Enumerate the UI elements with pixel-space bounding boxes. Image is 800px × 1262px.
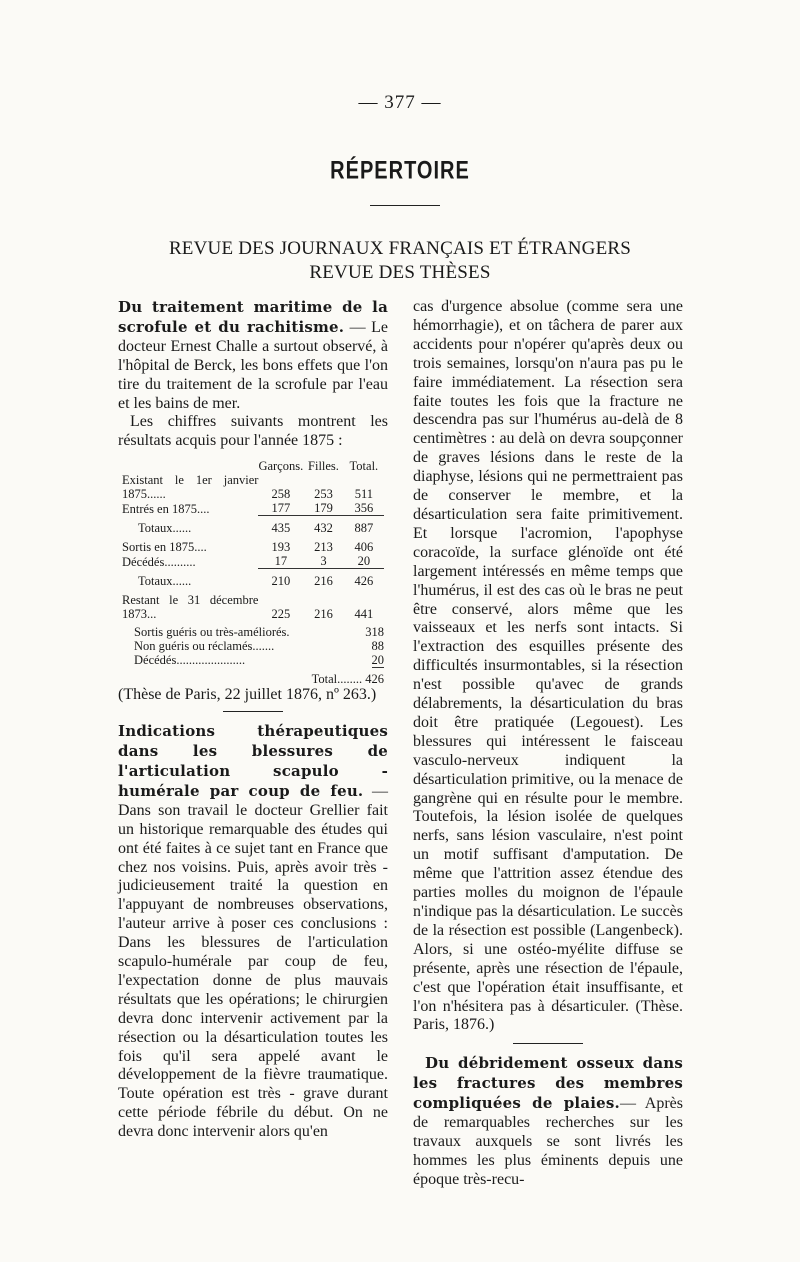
section-title: RÉPERTOIRE [330, 157, 470, 185]
cell: 210 [271, 574, 291, 589]
cell: 179 [303, 501, 344, 516]
article-1-citation: (Thèse de Paris, 22 juillet 1876, nº 263.) [118, 686, 377, 704]
cell: 225 [271, 607, 291, 622]
statistics-table [122, 459, 384, 621]
row-label: Entrés en 1875.... [122, 501, 210, 516]
article-2-body-right: cas d'urgence absolue (comme sera une hémorrhagie), et on tâchera de parer aux accidents pour n'opérer qu'après deux ou trois semaines, lorsqu'on n'aura pas pu le faire immédiatement. La résection sera faite toutes les fois que la fracture ne descendra pas sur l'humérus au-delà de 8 centimètres : au delà on devra soupçonner de graves lésions dans le reste de la diaphyse, lésions qui ne permettraient pas de conserver le membre, et la désarticulation sera faite primitivement. Et lorsque l'acromion, l'apophyse coracoïde, la surface glénoïde ont été largement intéressés en même temps que l'humérus, il est des cas où le bras ne peut être conservé, alors même que les vaisseaux et les nerfs sont intacts. Si l'extraction des esquilles présente des difficultés insurmontables, si la résection n'est possible qu'avec de grands délabrements, la désarticulation du bras doit être pratiquée (Legouest). Les blessures qui intéressent le faisceau vasculo-nerveux indiquent la désarticulation primitive, ou la menace de gangrène qui en résulte pour le membre. Toutefois, la lésion isolée de quelques nerfs, sans lésion vasculaire, n'est point un motif suffisant d'amputation. De même que l'attrition assez étendue des parties molles du moignon de l'épaule n'indique pas la désarticulation. Le succès de la résection est possible (Langenbeck). Alors, si une ostéo-myélite diffuse se présente, après une résection de l'épaule, c'est que l'opération était insuffisante, et l'on n'hésitera pas à désarticuler. (Thèse. Paris, 1876.) [413, 298, 683, 1034]
row-label: Sortis en 1875.... [122, 540, 207, 555]
column-header: Total. [349, 459, 379, 474]
summary-label: Sortis guéris ou très-améliorés. [134, 625, 290, 640]
cell: 432 [314, 521, 333, 536]
cell: 193 [271, 540, 291, 555]
cell: 3 [303, 554, 344, 569]
column-header: Garçons. [258, 459, 304, 474]
row-label: Totaux...... [138, 521, 192, 536]
summary-value: 88 [371, 639, 384, 654]
cell: 887 [354, 521, 374, 536]
page-subheading: REVUE DES THÈSES [309, 262, 491, 283]
left-column [118, 298, 388, 1142]
article-3-title: Du débridement osseux dans les fractures des membres compliquées de plaies. [413, 1054, 683, 1113]
summary-row [134, 653, 384, 668]
page-number: — 377 — [358, 92, 442, 113]
cell: 17 [258, 554, 303, 569]
cell: 177 [258, 501, 303, 516]
row-label: Restant le 31 décembre 1873... [122, 593, 259, 622]
cell: 216 [314, 607, 333, 622]
total-value: 426 [365, 672, 384, 687]
summary-value: 20 [371, 653, 384, 668]
article-1-title: Du traitement maritime de la scrofule et du rachitisme. [118, 298, 388, 336]
summary-row [134, 639, 384, 653]
summary-value: 318 [365, 625, 384, 640]
total-row [118, 672, 384, 686]
cell: 426 [354, 574, 374, 589]
article-1-para-2: Les chiffres suivants montrent les résultats acquis pour l'année 1875 : [118, 413, 388, 450]
cell: 406 [354, 540, 374, 555]
summary-label: Non guéris ou réclamés....... [134, 639, 275, 654]
row-label: Totaux...... [138, 574, 192, 589]
article-2-title: Indications thérapeutiques dans les blessures de l'articulation scapulo - humérale par coup de feu. [118, 722, 388, 800]
divider [513, 1043, 583, 1044]
cell: 216 [314, 574, 333, 589]
page-heading: REVUE DES JOURNAUX FRANÇAIS ET ÉTRANGERS [168, 238, 632, 259]
cell: 441 [354, 607, 374, 622]
row-label: Existant le 1er janvier 1875...... [122, 473, 259, 502]
cell: 435 [271, 521, 291, 536]
row-label: Décédés.......... [122, 554, 196, 569]
summary-label: Décédés...................... [134, 653, 246, 668]
divider [223, 711, 283, 712]
cell: 20 [344, 554, 384, 569]
article-2 [118, 722, 388, 1142]
article-3 [413, 1054, 683, 1189]
article-3-body: — Après de remarquables recherches sur les travaux auxquels se sont livrés les hommes les plus éminents depuis une époque très-recu- [413, 1095, 683, 1188]
cell: 213 [314, 540, 333, 555]
column-header: Filles. [308, 459, 339, 474]
article-2-body-left: — Dans son travail le docteur Grellier fait un historique remarquable des études qui ont été faites à ce sujet tant en France que chez nos voisins. Puis, après avoir très - judicieusement traité la question en l'appuyant de nombreuses observations, l'auteur arrive à poser ces conclusions : Dans les blessures de l'articulation scapulo-humérale par coup de feu, l'expectation donne de plus mauvais résultats que les opérations; le chirurgien devra donc intervenir activement par la résection ou la désarticulation toutes les fois qu'il sera appelé avant le développement de la fièvre traumatique. Toute opération est très - grave durant cette période fébrile du début. On ne devra donc intervenir alors qu'en [118, 782, 389, 1141]
article-1-para-1: — Le docteur Ernest Challe a surtout observé, à l'hôpital de Berck, les bons effets que l'on tire du traitement de la scrofule par l'eau et les bains de mer. [118, 318, 389, 412]
summary-row [134, 625, 384, 639]
cell: 258 [271, 487, 291, 502]
cell: 511 [354, 487, 374, 502]
article-1 [118, 298, 388, 413]
cell: 356 [344, 501, 384, 516]
total-label: Total........ [311, 672, 363, 687]
cell: 253 [314, 487, 333, 502]
divider [370, 205, 440, 206]
right-column [413, 298, 683, 1190]
